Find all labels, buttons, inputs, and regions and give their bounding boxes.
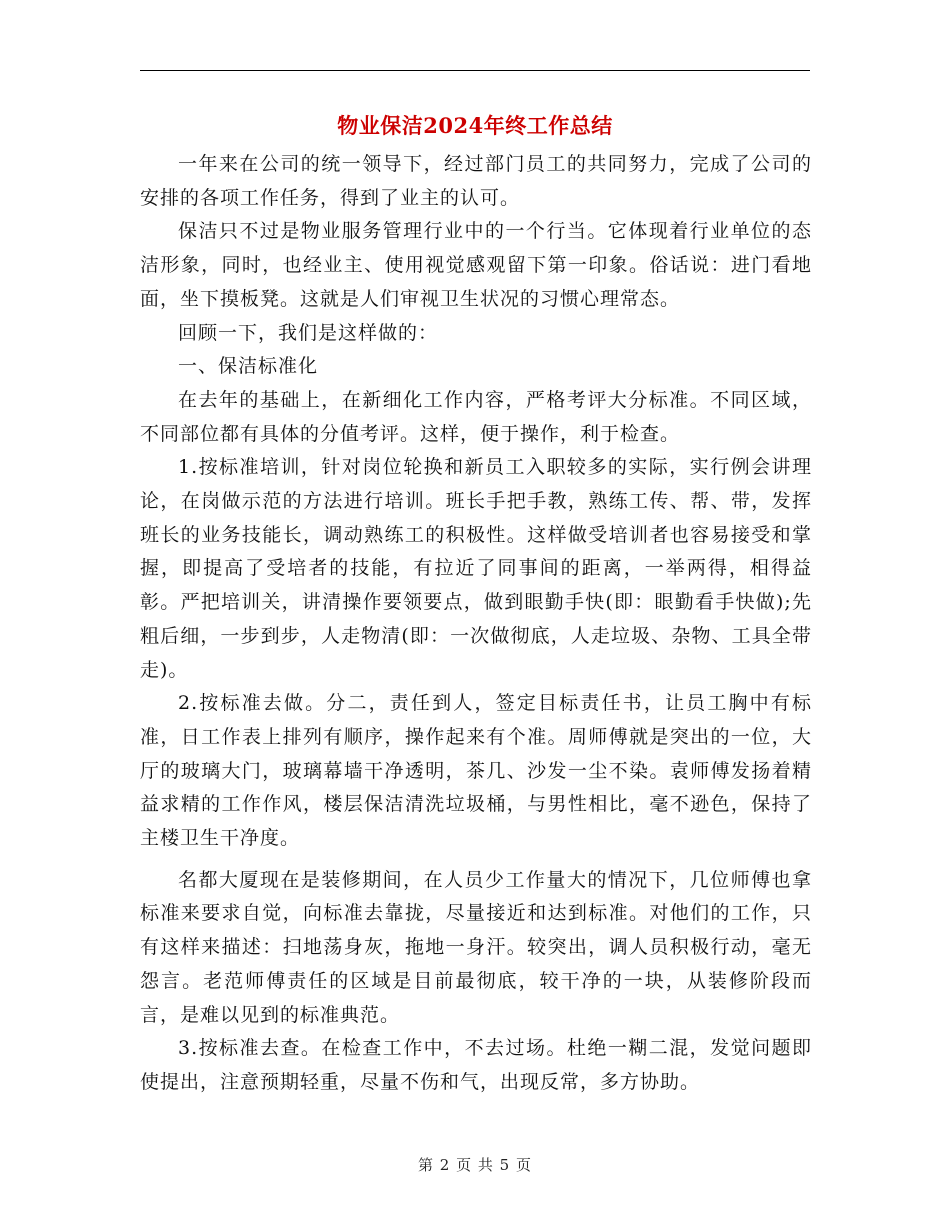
section-heading-standardization: 一、保洁标准化 [178, 355, 319, 378]
document-body [140, 148, 812, 1100]
paragraph-item-3-inspection: 3.按标准去查。在检查工作中，不去过场。杜绝一糊二混，发觉问题即使提出，注意预期轻重，尽量不伤和气，出现反常，多方协助。 [140, 1037, 812, 1093]
paragraph-overview: 保洁只不过是物业服务管理行业中的一个行当。它体现着行业单位的态洁形象，同时，也经业主、使用视觉感观留下第一印象。俗话说：进门看地面，坐下摸板凳。这就是人们审视卫生状况的习惯心理常态。 [140, 220, 812, 310]
paragraph-review: 回顾一下，我们是这样做的： [178, 321, 439, 344]
paragraph-mingdu-building: 名都大厦现在是装修期间，在人员少工作量大的情况下，几位师傅也拿标准来要求自觉，向标准去靠拢，尽量接近和达到标准。对他们的工作，只有这样来描述：扫地荡身灰，拖地一身汗。较突出，调人员积极行动，毫无怨言。老范师傅责任的区域是目前最彻底，较干净的一块，从装修阶段而言，是难以见到的标准典范。 [140, 868, 812, 1026]
header-rule [140, 70, 810, 71]
paragraph-intro: 一年来在公司的统一领导下，经过部门员工的共同努力，完成了公司的安排的各项工作任务，得到了业主的认可。 [140, 153, 812, 209]
page-number-footer: 第 2 页 共 5 页 [418, 1156, 532, 1174]
document-title: 物业保洁2024年终工作总结 [337, 113, 613, 138]
paragraph-item-2-execution: 2.按标准去做。分二，责任到人，签定目标责任书，让员工胸中有标准，日工作表上排列有顺序，操作起来有个准。周师傅就是突出的一位，大厅的玻璃大门，玻璃幕墙干净透明，茶几、沙发一尘不染。袁师傅发扬着精益求精的工作作风，楼层保洁清洗垃圾桶，与男性相比，毫不逊色，保持了主楼卫生干净度。 [140, 692, 812, 850]
paragraph-standards: 在去年的基础上，在新细化工作内容，严格考评大分标准。不同区域，不同部位都有具体的分值考评。这样，便于操作，利于检查。 [140, 388, 812, 445]
paragraph-item-1-training: 1.按标准培训，针对岗位轮换和新员工入职较多的实际，实行例会讲理论，在岗做示范的方法进行培训。班长手把手教，熟练工传、帮、带，发挥班长的业务技能长，调动熟练工的积极性。这样做受培训者也容易接受和掌握，即提高了受培者的技能，有拉近了同事间的距离，一举两得，相得益彰。严把培训关，讲清操作要领要点，做到眼勤手快(即：眼勤看手快做);先粗后细，一步到步，人走物清(即：一次做彻底，人走垃圾、杂物、工具全带走)。 [140, 456, 812, 681]
